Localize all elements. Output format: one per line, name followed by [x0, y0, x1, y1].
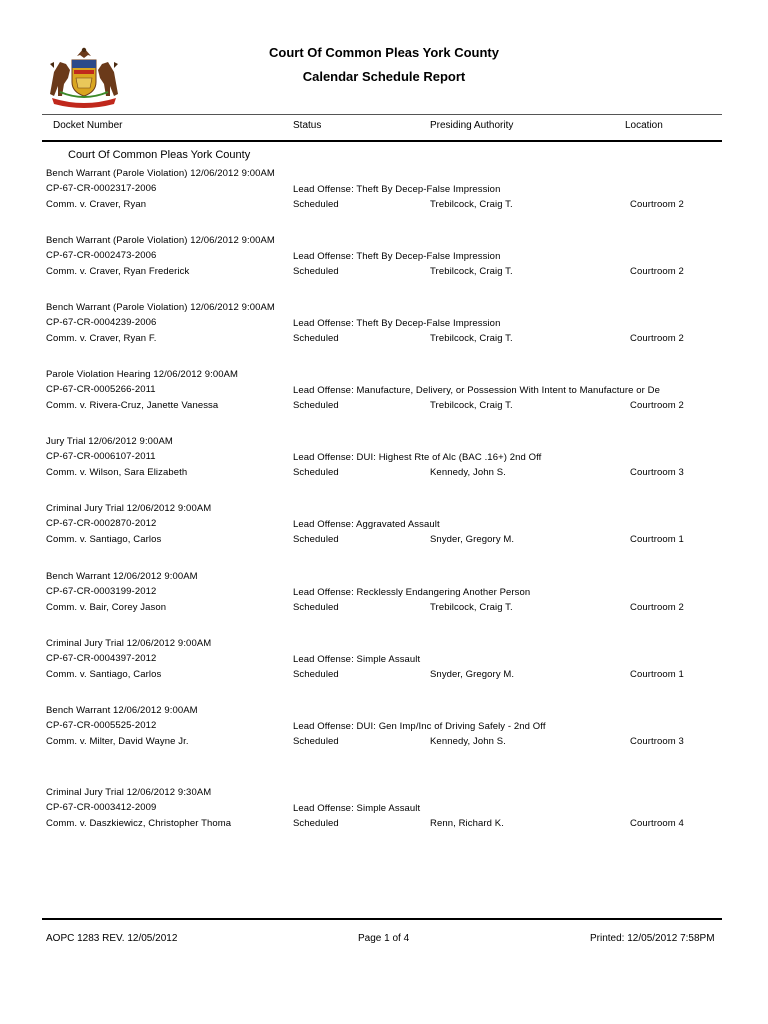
status: Scheduled	[293, 400, 339, 411]
lead-offense: Lead Offense: Theft By Decep-False Impression	[293, 184, 501, 195]
event-type: Bench Warrant (Parole Violation) 12/06/2012 9:00AM	[46, 168, 275, 179]
status: Scheduled	[293, 266, 339, 277]
calendar-entry	[0, 571, 768, 631]
event-type: Parole Violation Hearing 12/06/2012 9:00AM	[46, 369, 239, 380]
location: Courtroom 2	[630, 602, 684, 613]
event-type: Criminal Jury Trial 12/06/2012 9:00AM	[46, 638, 212, 649]
location: Courtroom 4	[630, 818, 684, 829]
lead-offense: Lead Offense: Theft By Decep-False Impression	[293, 251, 501, 262]
case-caption: Comm. v. Craver, Ryan	[46, 199, 147, 210]
footer-divider	[42, 918, 722, 920]
docket-number: CP-67-CR-0004397-2012	[46, 653, 157, 664]
docket-number: CP-67-CR-0006107-2011	[46, 451, 156, 462]
event-type: Bench Warrant 12/06/2012 9:00AM	[46, 705, 198, 716]
lead-offense: Lead Offense: Manufacture, Delivery, or Possession With Intent to Manufacture or De	[293, 385, 661, 396]
header-divider	[42, 114, 722, 115]
status: Scheduled	[293, 467, 339, 478]
location: Courtroom 2	[630, 400, 684, 411]
column-header-docket: Docket Number	[53, 120, 123, 131]
location: Courtroom 1	[630, 669, 684, 680]
docket-number: CP-67-CR-0005266-2011	[46, 384, 156, 395]
lead-offense: Lead Offense: DUI: Highest Rte of Alc (BAC .16+) 2nd Off	[293, 452, 542, 463]
calendar-entry	[0, 503, 768, 563]
calendar-entry	[0, 369, 768, 429]
case-caption: Comm. v. Rivera-Cruz, Janette Vanessa	[46, 400, 219, 411]
status: Scheduled	[293, 534, 339, 545]
docket-number: CP-67-CR-0002473-2006	[46, 250, 157, 261]
case-caption: Comm. v. Milter, David Wayne Jr.	[46, 736, 189, 747]
status: Scheduled	[293, 736, 339, 747]
docket-number: CP-67-CR-0003412-2009	[46, 802, 157, 813]
case-caption: Comm. v. Craver, Ryan F.	[46, 333, 157, 344]
lead-offense: Lead Offense: Aggravated Assault	[293, 519, 440, 530]
case-caption: Comm. v. Santiago, Carlos	[46, 669, 162, 680]
printed-timestamp: Printed: 12/05/2012 7:58PM	[590, 933, 715, 944]
location: Courtroom 3	[630, 736, 684, 747]
lead-offense: Lead Offense: Recklessly Endangering Another Person	[293, 587, 531, 598]
status: Scheduled	[293, 333, 339, 344]
status: Scheduled	[293, 818, 339, 829]
case-caption: Comm. v. Bair, Corey Jason	[46, 602, 167, 613]
lead-offense: Lead Offense: Simple Assault	[293, 803, 421, 814]
presiding-authority: Kennedy, John S.	[430, 736, 506, 747]
case-caption: Comm. v. Santiago, Carlos	[46, 534, 162, 545]
column-header-location: Location	[625, 120, 663, 131]
report-title: Calendar Schedule Report	[302, 69, 466, 84]
event-type: Criminal Jury Trial 12/06/2012 9:00AM	[46, 503, 212, 514]
location: Courtroom 3	[630, 467, 684, 478]
status: Scheduled	[293, 199, 339, 210]
presiding-authority: Snyder, Gregory M.	[430, 669, 515, 680]
presiding-authority: Trebilcock, Craig T.	[430, 333, 513, 344]
column-header-divider	[42, 140, 722, 142]
presiding-authority: Trebilcock, Craig T.	[430, 199, 513, 210]
calendar-entry	[0, 436, 768, 496]
calendar-entry	[0, 235, 768, 295]
lead-offense: Lead Offense: Theft By Decep-False Impression	[293, 318, 501, 329]
page-indicator: Page 1 of 4	[358, 933, 410, 944]
presiding-authority: Snyder, Gregory M.	[430, 534, 515, 545]
case-caption: Comm. v. Craver, Ryan Frederick	[46, 266, 190, 277]
lead-offense: Lead Offense: Simple Assault	[293, 654, 421, 665]
presiding-authority: Kennedy, John S.	[430, 467, 506, 478]
presiding-authority: Trebilcock, Craig T.	[430, 400, 513, 411]
calendar-entry	[0, 638, 768, 698]
event-type: Bench Warrant (Parole Violation) 12/06/2012 9:00AM	[46, 235, 275, 246]
form-number: AOPC 1283 REV. 12/05/2012	[46, 933, 178, 944]
location: Courtroom 2	[630, 266, 684, 277]
docket-number: CP-67-CR-0002317-2006	[46, 183, 157, 194]
status: Scheduled	[293, 669, 339, 680]
location: Courtroom 2	[630, 199, 684, 210]
presiding-authority: Trebilcock, Craig T.	[430, 602, 513, 613]
lead-offense: Lead Offense: DUI: Gen Imp/Inc of Driving Safely - 2nd Off	[293, 721, 546, 732]
column-header-status: Status	[293, 120, 322, 131]
calendar-entry	[0, 705, 768, 765]
location: Courtroom 1	[630, 534, 684, 545]
status: Scheduled	[293, 602, 339, 613]
docket-number: CP-67-CR-0005525-2012	[46, 720, 157, 731]
docket-number: CP-67-CR-0004239-2006	[46, 317, 157, 328]
calendar-entry	[0, 168, 768, 228]
event-type: Bench Warrant (Parole Violation) 12/06/2012 9:00AM	[46, 302, 275, 313]
calendar-entry	[0, 787, 768, 847]
event-type: Jury Trial 12/06/2012 9:00AM	[46, 436, 173, 447]
presiding-authority: Renn, Richard K.	[430, 818, 504, 829]
calendar-entry	[0, 302, 768, 362]
event-type: Criminal Jury Trial 12/06/2012 9:30AM	[46, 787, 212, 798]
case-caption: Comm. v. Daszkiewicz, Christopher Thoma	[46, 818, 232, 829]
section-title: Court Of Common Pleas York County	[68, 149, 251, 161]
location: Courtroom 2	[630, 333, 684, 344]
column-header-authority: Presiding Authority	[430, 120, 514, 131]
case-caption: Comm. v. Wilson, Sara Elizabeth	[46, 467, 188, 478]
event-type: Bench Warrant 12/06/2012 9:00AM	[46, 571, 198, 582]
presiding-authority: Trebilcock, Craig T.	[430, 266, 513, 277]
docket-number: CP-67-CR-0002870-2012	[46, 518, 157, 529]
docket-number: CP-67-CR-0003199-2012	[46, 586, 157, 597]
report-court-title: Court Of Common Pleas York County	[269, 45, 499, 60]
